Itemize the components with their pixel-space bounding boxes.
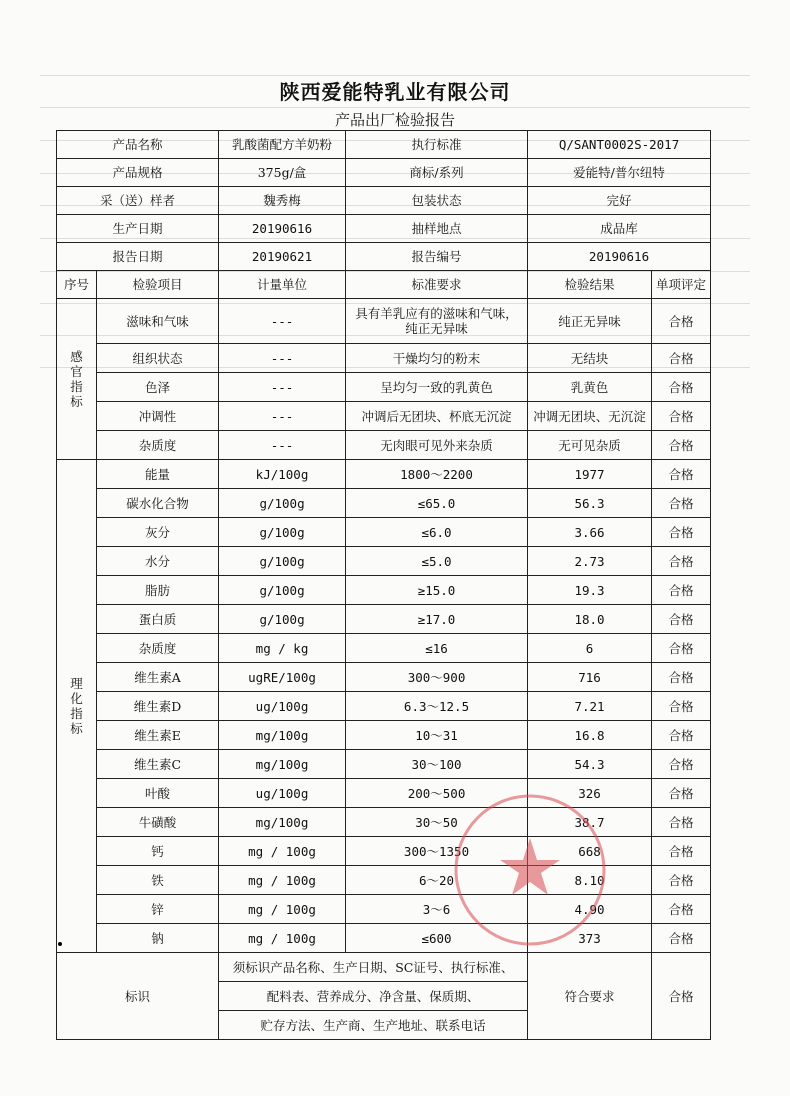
requirement: ≤5.0	[346, 547, 528, 576]
physchem-row	[57, 460, 711, 489]
evaluation: 合格	[652, 605, 711, 634]
requirement-line: 冲调后无团块、杯底无沉淀	[361, 408, 512, 424]
sample-place-label: 抽样地点	[346, 215, 528, 243]
requirement	[346, 431, 528, 460]
package-label: 包装状态	[346, 187, 528, 215]
sensory-row	[57, 402, 711, 431]
margin-mark	[58, 942, 62, 946]
item-name: 碳水化合物	[97, 489, 219, 518]
unit: ugRE/100g	[219, 663, 346, 692]
physchem-row	[57, 634, 711, 663]
category-char: 官	[70, 364, 83, 379]
brand-value: 爱能特/普尔纽特	[528, 159, 711, 187]
item-name: 维生素D	[97, 692, 219, 721]
physchem-row	[57, 895, 711, 924]
item-name: 杂质度	[97, 431, 219, 460]
col-header-no: 序号	[57, 271, 97, 299]
unit: ---	[219, 373, 346, 402]
requirement: 300～900	[346, 663, 528, 692]
result: 2.73	[528, 547, 652, 576]
result: 3.66	[528, 518, 652, 547]
physchem-row	[57, 866, 711, 895]
prod-date-value: 20190616	[219, 215, 346, 243]
evaluation: 合格	[652, 518, 711, 547]
evaluation: 合格	[652, 924, 711, 953]
requirement	[346, 402, 528, 431]
labeling-item: 标识	[57, 953, 219, 1040]
item-name: 组织状态	[97, 344, 219, 373]
requirement: 10～31	[346, 721, 528, 750]
result: 8.10	[528, 866, 652, 895]
labeling-requirement: 配料表、营养成分、净含量、保质期、	[219, 982, 528, 1011]
result: 373	[528, 924, 652, 953]
evaluation: 合格	[652, 750, 711, 779]
exec-standard-label: 执行标准	[346, 131, 528, 159]
col-header-item: 检验项目	[97, 271, 219, 299]
result: 4.90	[528, 895, 652, 924]
evaluation: 合格	[652, 808, 711, 837]
col-header-result: 检验结果	[528, 271, 652, 299]
item-name: 维生素C	[97, 750, 219, 779]
result: 668	[528, 837, 652, 866]
requirement-line: 纯正无异味	[405, 321, 468, 336]
prod-date-label: 生产日期	[57, 215, 219, 243]
requirement	[346, 344, 528, 373]
physchem-row	[57, 489, 711, 518]
requirement: ≥15.0	[346, 576, 528, 605]
result: 1977	[528, 460, 652, 489]
evaluation: 合格	[652, 431, 711, 460]
item-name: 能量	[97, 460, 219, 489]
requirement: 200～500	[346, 779, 528, 808]
requirement: ≤600	[346, 924, 528, 953]
unit: g/100g	[219, 489, 346, 518]
category-char: 理	[70, 676, 83, 691]
sensory-row	[57, 373, 711, 402]
category-char: 指	[70, 706, 83, 721]
unit: ---	[219, 344, 346, 373]
physchem-row	[57, 547, 711, 576]
column-header-row	[57, 271, 711, 299]
result: 冲调无团块、无沉淀	[528, 402, 652, 431]
info-row	[57, 243, 711, 271]
unit: g/100g	[219, 547, 346, 576]
result: 6	[528, 634, 652, 663]
requirement: 30～100	[346, 750, 528, 779]
sampler-value: 魏秀梅	[219, 187, 346, 215]
sampler-label: 采（送）样者	[57, 187, 219, 215]
result: 无结块	[528, 344, 652, 373]
report-title: 产品出厂检验报告	[334, 111, 455, 129]
unit: ---	[219, 402, 346, 431]
evaluation: 合格	[652, 663, 711, 692]
labeling-row	[57, 953, 711, 982]
requirement: 3～6	[346, 895, 528, 924]
sensory-row	[57, 431, 711, 460]
inspection-table	[56, 130, 711, 1040]
unit: mg / 100g	[219, 837, 346, 866]
product-name-label: 产品名称	[57, 131, 219, 159]
evaluation: 合格	[652, 547, 711, 576]
result: 56.3	[528, 489, 652, 518]
item-name: 灰分	[97, 518, 219, 547]
unit: mg/100g	[219, 750, 346, 779]
unit: mg / 100g	[219, 895, 346, 924]
evaluation: 合格	[652, 837, 711, 866]
item-name: 杂质度	[97, 634, 219, 663]
unit: ---	[219, 299, 346, 344]
evaluation: 合格	[652, 779, 711, 808]
physchem-row	[57, 518, 711, 547]
evaluation: 合格	[652, 866, 711, 895]
physchem-row	[57, 605, 711, 634]
requirement: 300～1350	[346, 837, 528, 866]
labeling-requirement: 须标识产品名称、生产日期、SC证号、执行标准、	[219, 953, 528, 982]
physchem-row	[57, 837, 711, 866]
evaluation: 合格	[652, 402, 711, 431]
evaluation: 合格	[652, 721, 711, 750]
requirement	[346, 299, 528, 344]
result: 38.7	[528, 808, 652, 837]
unit: mg / kg	[219, 634, 346, 663]
unit: ---	[219, 431, 346, 460]
unit: mg/100g	[219, 721, 346, 750]
requirement: ≤65.0	[346, 489, 528, 518]
category-char: 标	[70, 721, 83, 736]
requirement-line: 无肉眼可见外来杂质	[380, 437, 493, 453]
result: 16.8	[528, 721, 652, 750]
info-row	[57, 215, 711, 243]
evaluation: 合格	[652, 373, 711, 402]
info-row	[57, 187, 711, 215]
col-header-unit: 计量单位	[219, 271, 346, 299]
report-no-value: 20190616	[528, 243, 711, 271]
result: 326	[528, 779, 652, 808]
unit: mg/100g	[219, 808, 346, 837]
col-header-evaluation: 单项评定	[652, 271, 711, 299]
requirement: 6.3～12.5	[346, 692, 528, 721]
item-name: 维生素E	[97, 721, 219, 750]
sensory-row	[57, 299, 711, 344]
requirement: 30～50	[346, 808, 528, 837]
item-name: 叶酸	[97, 779, 219, 808]
item-name: 钙	[97, 837, 219, 866]
result: 乳黄色	[528, 373, 652, 402]
unit: g/100g	[219, 518, 346, 547]
physchem-row	[57, 924, 711, 953]
result: 54.3	[528, 750, 652, 779]
requirement: 1800～2200	[346, 460, 528, 489]
physchem-row	[57, 576, 711, 605]
unit: mg / 100g	[219, 866, 346, 895]
labeling-requirement: 贮存方法、生产商、生产地址、联系电话	[219, 1011, 528, 1040]
sensory-row	[57, 344, 711, 373]
physchem-category	[57, 460, 97, 953]
sample-place-value: 成品库	[528, 215, 711, 243]
info-row	[57, 159, 711, 187]
sensory-category	[57, 299, 97, 460]
physchem-row	[57, 808, 711, 837]
labeling-evaluation: 合格	[652, 953, 711, 1040]
result: 19.3	[528, 576, 652, 605]
requirement-line: 具有羊乳应有的滋味和气味，	[355, 306, 518, 321]
result: 18.0	[528, 605, 652, 634]
product-name-value: 乳酸菌配方羊奶粉	[219, 131, 346, 159]
spec-label: 产品规格	[57, 159, 219, 187]
unit: kJ/100g	[219, 460, 346, 489]
evaluation: 合格	[652, 460, 711, 489]
info-row	[57, 131, 711, 159]
evaluation: 合格	[652, 299, 711, 344]
unit: ug/100g	[219, 692, 346, 721]
spec-value: 375g/盒	[219, 159, 346, 187]
item-name: 维生素A	[97, 663, 219, 692]
physchem-row	[57, 721, 711, 750]
physchem-row	[57, 692, 711, 721]
labeling-result: 符合要求	[528, 953, 652, 1040]
package-value: 完好	[528, 187, 711, 215]
company-name: 陕西爱能特乳业有限公司	[279, 80, 511, 104]
exec-standard-value: Q/SANT0002S-2017	[528, 131, 711, 159]
unit: g/100g	[219, 576, 346, 605]
report-no-label: 报告编号	[346, 243, 528, 271]
physchem-row	[57, 750, 711, 779]
result: 无可见杂质	[528, 431, 652, 460]
item-name: 色泽	[97, 373, 219, 402]
requirement: ≥17.0	[346, 605, 528, 634]
item-name: 冲调性	[97, 402, 219, 431]
category-char: 化	[70, 691, 83, 706]
item-name: 脂肪	[97, 576, 219, 605]
result: 716	[528, 663, 652, 692]
report-date-value: 20190621	[219, 243, 346, 271]
item-name: 滋味和气味	[97, 299, 219, 344]
requirement: ≤6.0	[346, 518, 528, 547]
evaluation: 合格	[652, 576, 711, 605]
evaluation: 合格	[652, 634, 711, 663]
requirement: ≤16	[346, 634, 528, 663]
requirement	[346, 373, 528, 402]
unit: mg / 100g	[219, 924, 346, 953]
unit: ug/100g	[219, 779, 346, 808]
col-header-requirement: 标准要求	[346, 271, 528, 299]
item-name: 锌	[97, 895, 219, 924]
item-name: 铁	[97, 866, 219, 895]
physchem-row	[57, 779, 711, 808]
brand-label: 商标/系列	[346, 159, 528, 187]
category-char: 感	[70, 349, 83, 364]
requirement: 6～20	[346, 866, 528, 895]
evaluation: 合格	[652, 489, 711, 518]
evaluation: 合格	[652, 344, 711, 373]
report-date-label: 报告日期	[57, 243, 219, 271]
item-name: 水分	[97, 547, 219, 576]
item-name: 牛磺酸	[97, 808, 219, 837]
unit: g/100g	[219, 605, 346, 634]
evaluation: 合格	[652, 692, 711, 721]
physchem-row	[57, 663, 711, 692]
item-name: 钠	[97, 924, 219, 953]
requirement-line: 呈均匀一致的乳黄色	[380, 379, 493, 395]
item-name: 蛋白质	[97, 605, 219, 634]
evaluation: 合格	[652, 895, 711, 924]
category-char: 标	[70, 394, 83, 409]
result: 纯正无异味	[528, 299, 652, 344]
requirement-line: 干燥均匀的粉末	[392, 350, 481, 366]
category-char: 指	[70, 379, 83, 394]
result: 7.21	[528, 692, 652, 721]
